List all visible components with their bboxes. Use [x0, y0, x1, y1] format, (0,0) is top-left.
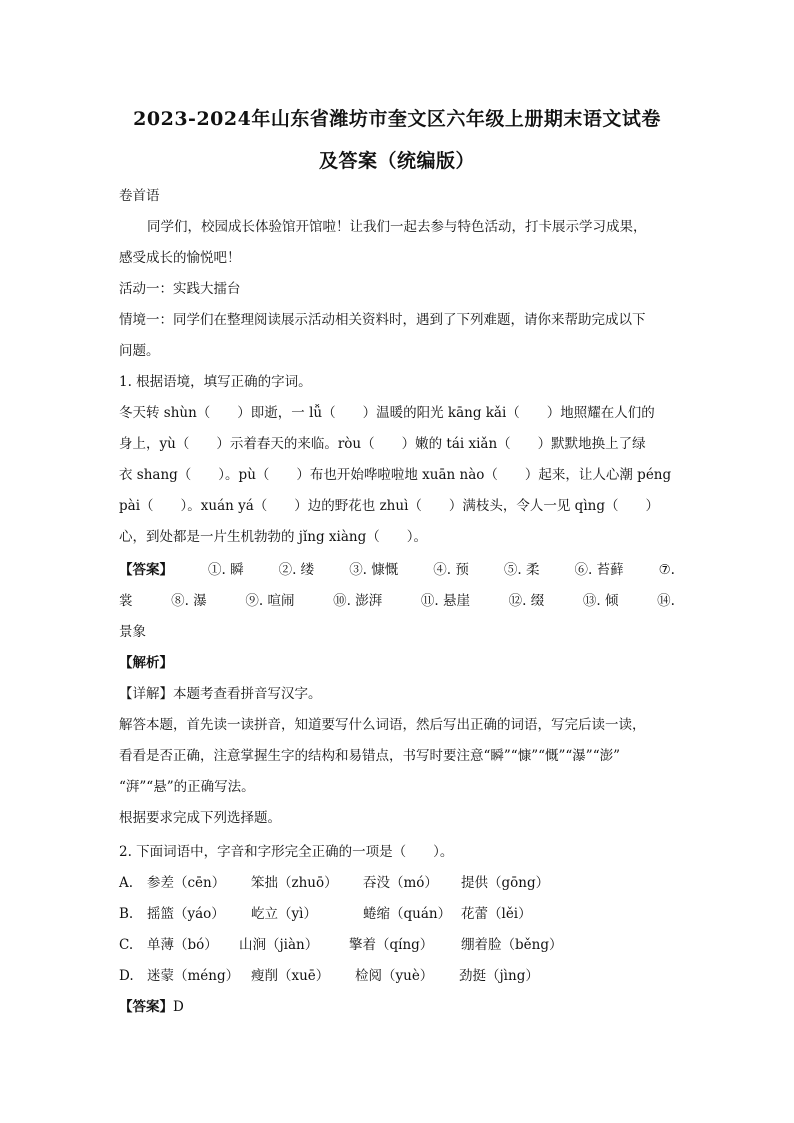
option-word: 花蕾（lěi）: [461, 906, 532, 922]
option-word: 擎着（qíng）: [349, 937, 434, 953]
answer-item: ⑤. 柔: [503, 562, 540, 578]
option-word: 吞没（mó）: [363, 875, 438, 891]
answer-item: ⑥. 苔藓: [574, 562, 624, 578]
answer-item: ⑩. 澎湃: [333, 593, 383, 609]
answer-label: 【答案】: [119, 999, 173, 1015]
option-word: 提供（gōng）: [461, 875, 550, 891]
answer-item: ④. 预: [433, 562, 469, 578]
option-word: 单薄（bó）: [147, 937, 218, 953]
option-word: 山涧（jiàn）: [239, 937, 319, 953]
answer-item: ⑨. 喧闹: [245, 593, 295, 609]
answer-item: ⑦.: [658, 562, 675, 578]
answer-item: ⑫. 缀: [508, 593, 545, 609]
situation-line-2: 问题。: [119, 343, 160, 359]
explain-line-2: 看看是否正确，注意掌握生字的结构和易错点，书写时要注意“瞬”“慷”“慨”“瀑”“澎”: [119, 748, 621, 764]
question-1-text-line: pài（ ）。xuán yá（ ）边的野花也 zhuì（ ）满枝头，令人一见 qìng（ ）: [119, 498, 659, 514]
answer-item: ①. 瞬: [208, 562, 244, 578]
option-word: 瘦削（xuē）: [251, 968, 330, 984]
situation-line-1: 情境一：同学们在整理阅读展示活动相关资料时，遇到了下列难题，请你来帮助完成以下: [119, 312, 646, 328]
option-letter: A.: [119, 875, 134, 891]
answer-item: ⑬. 倾: [582, 593, 619, 609]
instruction-line: 根据要求完成下列选择题。: [119, 810, 281, 826]
question-1-stem: 1. 根据语境，填写正确的字词。: [119, 374, 312, 390]
preface-label: 卷首语: [119, 188, 160, 204]
option-word: 屹立（yì）: [251, 906, 317, 922]
activity-heading: 活动一：实践大擂台: [119, 281, 241, 297]
option-word: 摇篮（yáo）: [147, 906, 225, 922]
answer-item: ③. 慷慨: [349, 562, 399, 578]
document-title-line2: 及答案（统编版）: [318, 150, 475, 172]
option-letter: D.: [119, 968, 134, 984]
option-a: [119, 874, 549, 892]
explain-line-1: 解答本题，首先读一读拼音，知道要写什么词语，然后写出正确的词语，写完后读一读，: [119, 717, 646, 733]
option-letter: C.: [119, 937, 134, 953]
answer-item: ⑧. 瀑: [171, 593, 207, 609]
option-word: 笨拙（zhuō）: [251, 875, 338, 891]
question-1-text-line: 衣 shang（ ）。pù（ ）布也开始哗啦啦地 xuān nào（ ）起来，让人心潮 péng: [119, 467, 672, 483]
answer-item: ⑪. 悬崖: [420, 593, 470, 609]
intro-line-1: 同学们，校园成长体验馆开馆啦！让我们一起去参与特色活动，打卡展示学习成果，: [147, 219, 647, 235]
option-word: 绷着脸（běng）: [461, 937, 563, 953]
answer-item: 裳: [119, 593, 133, 609]
detail-line: 【详解】本题考查看拼音写汉字。: [119, 686, 322, 702]
answer-item: ⑭.: [657, 593, 675, 609]
option-d: [119, 967, 539, 985]
answer-label: 【答案】: [119, 562, 173, 578]
question-1-text-line: 冬天转 shùn（ ）即逝，一 lǚ（ ）温暖的阳光 kāng kǎi（ ）地照耀在人们的: [119, 405, 655, 421]
option-word: 检阅（yuè）: [355, 968, 434, 984]
option-word: 蜷缩（quán）: [363, 906, 452, 922]
explain-line-3: “湃”“悬”的正确写法。: [119, 779, 255, 795]
option-word: 迷蒙（méng）: [147, 968, 240, 984]
option-c: [119, 936, 562, 954]
question-2-stem: 2. 下面词语中，字音和字形完全正确的一项是（ ）。: [119, 844, 454, 860]
answer-value: D: [173, 999, 184, 1015]
question-1-text-line: 心，到处都是一片生机勃勃的 jǐng xiàng（ ）。: [119, 529, 427, 545]
option-word: 劲挺（jìng）: [459, 968, 539, 984]
question-2-answer: [119, 998, 184, 1016]
answer-item: ②. 缕: [278, 562, 315, 578]
question-1-text-line: 身上，yù（ ）示着春天的来临。ròu（ ）嫩的 tái xiǎn（ ）默默地换上了绿: [119, 436, 646, 452]
answer-row-3: 景象: [119, 624, 146, 640]
answer-row-2: [119, 592, 675, 610]
intro-line-2: 感受成长的愉悦吧！: [119, 250, 241, 266]
option-letter: B.: [119, 906, 134, 922]
option-word: 参差（cēn）: [147, 875, 226, 891]
document-title-line1: 2023-2024年山东省潍坊市奎文区六年级上册期末语文试卷: [133, 108, 661, 130]
analysis-label: 【解析】: [119, 655, 173, 671]
answer-row-1: [119, 561, 675, 579]
option-b: [119, 905, 532, 923]
